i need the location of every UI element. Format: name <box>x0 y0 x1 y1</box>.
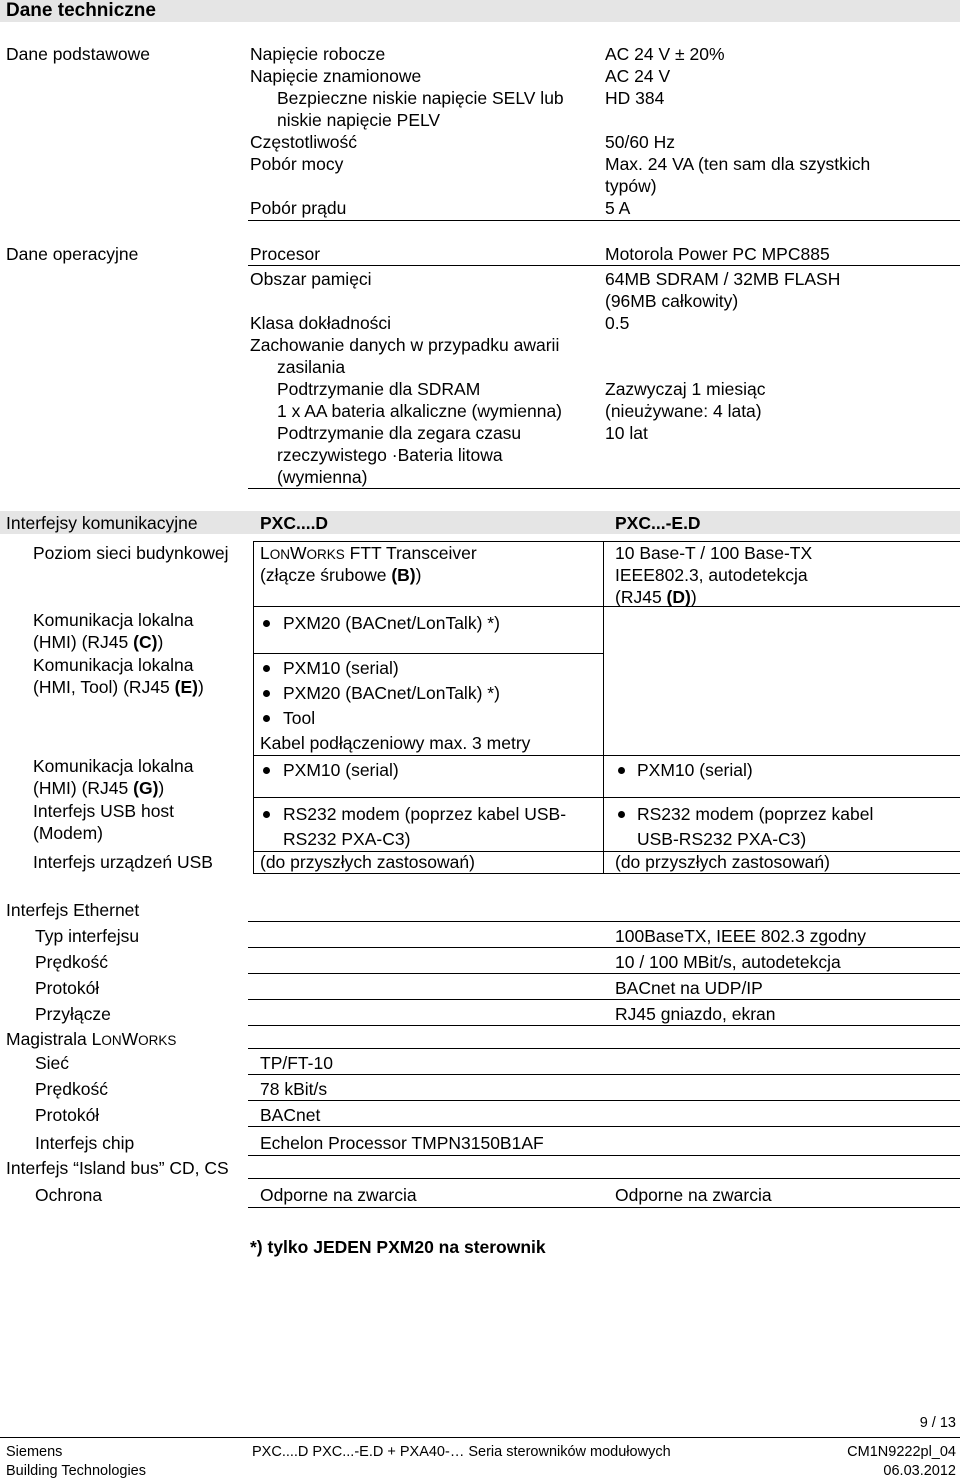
divider <box>248 947 960 948</box>
hmi-e-label-1: Komunikacja lokalna <box>33 655 194 675</box>
building-e-line-3: (RJ45 (D)) <box>615 587 697 607</box>
bullet-icon <box>263 767 270 774</box>
table-line <box>253 606 960 607</box>
ethernet-row-value: BACnet na UDP/IP <box>615 978 763 998</box>
usb-host-label-1: Interfejs USB host <box>33 801 175 821</box>
bullet-icon <box>618 767 625 774</box>
footer-rule <box>0 1437 960 1438</box>
island-label: Interfejs “Island bus” CD, CS <box>6 1158 229 1178</box>
backup-line-2: zasilania <box>277 357 346 377</box>
sdram-name-2: 1 x AA bateria alkaliczne (wymienna) <box>277 401 562 421</box>
table-line <box>253 755 960 756</box>
hmi-e-item: PXM20 (BACnet/LonTalk) *) <box>283 683 500 703</box>
divider <box>248 488 960 489</box>
basic-label: Dane podstawowe <box>6 44 150 64</box>
ethernet-row-name: Protokół <box>35 978 100 998</box>
divider <box>248 1025 960 1026</box>
divider <box>248 999 960 1000</box>
protection-e-value: Odporne na zwarcia <box>615 1185 772 1205</box>
usb-host-label-2: (Modem) <box>33 823 104 843</box>
divider <box>248 1155 960 1156</box>
building-e-line-2: IEEE802.3, autodetekcja <box>615 565 808 585</box>
memory-value-2: (96MB całkowity) <box>605 291 739 311</box>
lonworks-label: Magistrala LONWORKS <box>6 1029 177 1049</box>
lonworks-row-value: TP/FT-10 <box>260 1053 333 1073</box>
backup-line-1: Zachowanie danych w przypadku awarii <box>250 335 560 355</box>
divider <box>248 220 960 221</box>
divider <box>248 1074 960 1075</box>
sdram-name: Podtrzymanie dla SDRAM <box>277 379 481 399</box>
operational-label: Dane operacyjne <box>6 244 139 264</box>
ethernet-row-value: 10 / 100 MBit/s, autodetekcja <box>615 952 841 972</box>
basic-row-value: AC 24 V ± 20% <box>605 44 725 64</box>
bullet-icon <box>263 811 270 818</box>
usb-dev-d-value: (do przyszłych zastosowań) <box>260 852 475 872</box>
basic-row-name: Bezpieczne niskie napięcie SELV lub <box>277 88 564 108</box>
processor-name: Procesor <box>250 244 321 264</box>
comm-label: Interfejsy komunikacyjne <box>6 513 198 533</box>
bullet-icon <box>618 811 625 818</box>
basic-row-name: Napięcie robocze <box>250 44 386 64</box>
bullet-icon <box>263 665 270 672</box>
lonworks-row-name: Prędkość <box>35 1079 108 1099</box>
footer-company-1: Siemens <box>6 1444 63 1460</box>
lonworks-row-name: Interfejs chip <box>35 1133 135 1153</box>
usb-host-e-item: RS232 modem (poprzez kabel <box>637 804 874 824</box>
rtc-name-3: (wymienna) <box>277 467 368 487</box>
ethernet-row-name: Przyłącze <box>35 1004 111 1024</box>
page-title: Dane techniczne <box>6 0 156 21</box>
table-line <box>603 541 604 873</box>
hmi-c-label-2: (HMI) (RJ45 (C)) <box>33 632 164 652</box>
hmi-e-item: PXM10 (serial) <box>283 658 399 678</box>
usb-dev-e-value: (do przyszłych zastosowań) <box>615 852 830 872</box>
protection-d-value: Odporne na zwarcia <box>260 1185 417 1205</box>
protection-label: Ochrona <box>35 1185 103 1205</box>
hmi-g-d-item: PXM10 (serial) <box>283 760 399 780</box>
hmi-e-label-2: (HMI, Tool) (RJ45 (E)) <box>33 677 204 697</box>
memory-name: Obszar pamięci <box>250 269 372 289</box>
bullet-icon <box>263 715 270 722</box>
processor-value: Motorola Power PC MPC885 <box>605 244 830 264</box>
hmi-e-item: Tool <box>283 708 316 728</box>
col-header-d: PXC....D <box>260 513 329 533</box>
divider <box>248 1178 960 1179</box>
footer-company-2: Building Technologies <box>6 1463 147 1479</box>
table-line <box>253 873 960 874</box>
lonworks-row-value: BACnet <box>260 1105 321 1125</box>
hmi-g-label-1: Komunikacja lokalna <box>33 756 194 776</box>
table-line <box>253 797 960 798</box>
ethernet-row-name: Typ interfejsu <box>35 926 140 946</box>
footnote: *) tylko JEDEN PXM20 na sterownik <box>250 1237 546 1257</box>
lonworks-row-value: 78 kBit/s <box>260 1079 328 1099</box>
usb-dev-label: Interfejs urządzeń USB <box>33 852 213 872</box>
footer-product: PXC....D PXC...-E.D + PXA40-… Seria sterowników modułowych <box>252 1444 671 1460</box>
ethernet-row-value: 100BaseTX, IEEE 802.3 zgodny <box>615 926 866 946</box>
hmi-g-e-item: PXM10 (serial) <box>637 760 753 780</box>
divider <box>248 1126 960 1127</box>
basic-row-value: HD 384 <box>605 88 665 108</box>
ethernet-label: Interfejs Ethernet <box>6 900 140 920</box>
basic-row-value: Max. 24 VA (ten sam dla szystkich <box>605 154 871 174</box>
lonworks-row-name: Sieć <box>35 1053 70 1073</box>
divider <box>248 973 960 974</box>
lonworks-row-name: Protokół <box>35 1105 100 1125</box>
sdram-value-2: (nieużywane: 4 lata) <box>605 401 762 421</box>
basic-row-name: Pobór prądu <box>250 198 347 218</box>
building-d-line-1: LONWORKS FTT Transceiver <box>260 543 477 563</box>
basic-row-name: Pobór mocy <box>250 154 344 174</box>
hmi-c-label-1: Komunikacja lokalna <box>33 610 194 630</box>
table-line <box>253 653 603 654</box>
basic-row-name: Częstotliwość <box>250 132 357 152</box>
basic-row-value-2: typów) <box>605 176 657 196</box>
rtc-value: 10 lat <box>605 423 648 443</box>
accuracy-value: 0.5 <box>605 313 630 333</box>
basic-row-value: 5 A <box>605 198 631 218</box>
bullet-icon <box>263 690 270 697</box>
divider <box>248 265 960 266</box>
usb-host-d-item-2: RS232 PXA-C3) <box>283 829 411 849</box>
building-e-line-1: 10 Base-T / 100 Base-TX <box>615 543 813 563</box>
ethernet-row-name: Prędkość <box>35 952 108 972</box>
footer-doc-id: CM1N9222pl_04 <box>847 1444 956 1460</box>
basic-row-name-2: niskie napięcie PELV <box>277 110 441 130</box>
ethernet-row-value: RJ45 gniazdo, ekran <box>615 1004 776 1024</box>
usb-host-e-item-2: USB-RS232 PXA-C3) <box>637 829 807 849</box>
divider <box>248 1048 960 1049</box>
accuracy-name: Klasa dokładności <box>250 313 392 333</box>
rtc-name-2: rzeczywistego ·Bateria litowa <box>277 445 503 465</box>
divider <box>248 1100 960 1101</box>
usb-host-d-item: RS232 modem (poprzez kabel USB- <box>283 804 567 824</box>
divider <box>248 921 960 922</box>
lonworks-row-value: Echelon Processor TMPN3150B1AF <box>260 1133 544 1153</box>
hmi-e-cable: Kabel podłączeniowy max. 3 metry <box>260 733 531 753</box>
table-line <box>253 541 254 873</box>
divider <box>248 1207 960 1208</box>
building-d-line-2: (złącze śrubowe (B)) <box>260 565 422 585</box>
basic-row-value: 50/60 Hz <box>605 132 676 152</box>
hmi-g-label-2: (HMI) (RJ45 (G)) <box>33 778 165 798</box>
page-number: 9 / 13 <box>919 1415 956 1431</box>
sdram-value: Zazwyczaj 1 miesiąc <box>605 379 766 399</box>
rtc-name: Podtrzymanie dla zegara czasu <box>277 423 522 443</box>
footer-date: 06.03.2012 <box>883 1463 956 1479</box>
memory-value: 64MB SDRAM / 32MB FLASH <box>605 269 841 289</box>
bullet-icon <box>263 620 270 627</box>
hmi-c-item: PXM20 (BACnet/LonTalk) *) <box>283 613 500 633</box>
building-label: Poziom sieci budynkowej <box>33 543 229 563</box>
col-header-e: PXC...-E.D <box>615 513 701 533</box>
basic-row-value: AC 24 V <box>605 66 671 86</box>
basic-row-name: Napięcie znamionowe <box>250 66 422 86</box>
